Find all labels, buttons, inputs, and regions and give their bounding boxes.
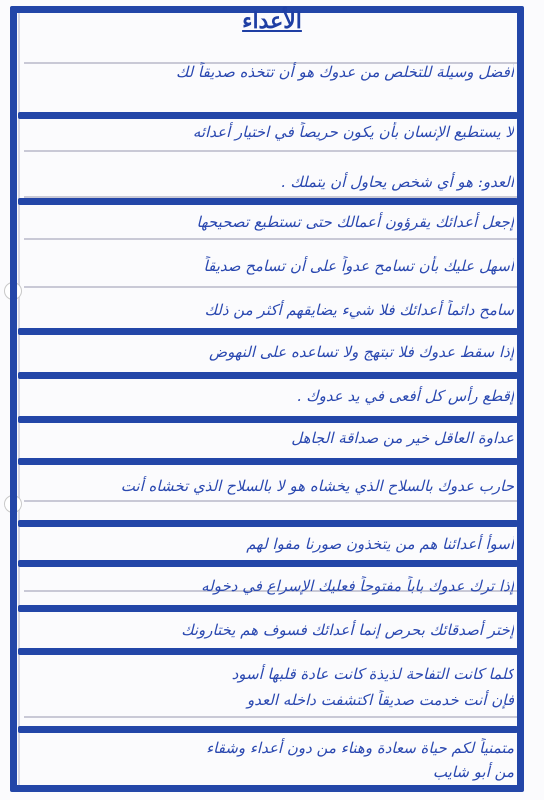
text-line-10: حارب عدوك بالسلاح الذي يخشاه هو لا بالسلاح الذي تخشاه أنت	[120, 477, 514, 495]
page-title: الأعداء	[242, 8, 302, 34]
text-line-13: إختر أصدقائك بحرص إنما أعدائك فسوف هم يختارونك	[181, 621, 514, 639]
text-line-11: أسوأ أعدائنا هم من يتخذون صورنا مفوا لهم	[246, 535, 514, 553]
text-line-9: عداوة العاقل خير من صداقة الجاهل	[291, 429, 514, 447]
text-line-7: إذا سقط عدوك فلا تبتهج ولا تساعده على النهوض	[208, 343, 514, 361]
text-line-2: لا يستطيع الإنسان بأن يكون حريصاً في اختيار أعدائه	[192, 123, 514, 141]
text-line-3: العدو: هو أي شخص يحاول أن يتملك .	[280, 173, 514, 191]
text-line-8: إقطع رأس كل أفعى في يد عدوك .	[296, 387, 514, 405]
text-line-6: سامح دائماً أعدائك فلا شيء يضايقهم أكثر من ذلك	[204, 301, 514, 319]
text-line-5: أسهل عليك بأن تسامح عدواً على أن تسامح صديقاً	[203, 257, 514, 275]
signature-line: من أبو شايب	[432, 763, 514, 781]
text-line-1: أفضل وسيلة للتخلص من عدوك هو أن تتخذه صديقاً لك	[175, 63, 514, 81]
text-line-12: إذا ترك عدوك باباً مفتوحاً فعليك الإسراع في دخوله	[201, 577, 514, 595]
text-line-14: كلما كانت التفاحة لذيذة كانت عادة قلبها أسود	[231, 665, 514, 683]
text-line-16: متمنياً لكم حياة سعادة وهناء من دون أعداء وشقاء	[206, 739, 514, 757]
text-line-4: إجعل أعدائك يقرؤون أعمالك حتى تستطيع تصحيحها	[196, 213, 514, 231]
text-line-15: فإن أنت خدمت صديقاً اكتشفت داخله العدو	[246, 691, 514, 709]
